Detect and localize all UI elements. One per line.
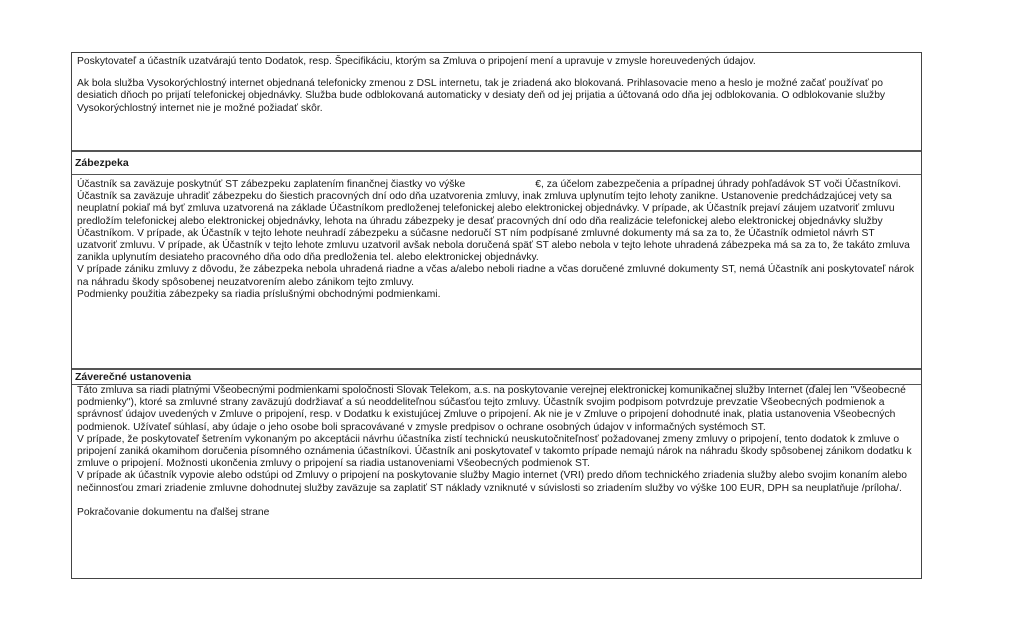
- zaverecne-paragraph-2: V prípade, že poskytovateľ šetrením vykonaným po akceptácii návrhu účastníka zistí technickú neuskutočniteľnosť požadovanej zmeny zmluvy o pripojení, tento dodatok k zmluve o pripojení zaniká okamihom doručenia písomného oznámenia účastníkovi. Účastník ani poskytovateľ v takomto prípade nemajú nárok na náhradu škody spôsobenej zánikom dodatku k zmluve o pripojení. Možnosti ukončenia zmluvy o pripojení sa riadia ustanoveniami Všeobecných podmienok ST.: [77, 433, 912, 470]
- zabezpeka-paragraph-2: Účastník sa zaväzuje uhradiť zábezpeku do šiestich pracovných dní odo dňa uzatvorenia zmluvy, inak zmluva uplynutím tejto lehoty zanikne. Ustanovenie predchádzajúcej vety sa neuplatní pokiaľ má byť zmluva uzatvorená na základe Účastníkom predloženej telefonickej alebo elektronickej objednávky. V prípade, ak Účastník prejaví záujem uzatvoriť zmluvu predložím telefonickej alebo elektronickej objednávky, lehota na úhradu zábezpeky je desať pracovných dní odo dňa realizácie telefonickej alebo elektronickej objednávky služby Účastníkom. V prípade, ak Účastník v tejto lehote neuhradí zábezpeku a súčasne nedoručí ST ním podpísané zmluvné dokumenty má sa za to, že Účastník odmietol návrh ST uzatvoriť zmluvu. V prípade, ak Účastník v tejto lehote zmluvu uzatvoril avšak nebola doručená späť ST alebo nebola v tejto lehote uhradená zábezpeka má sa za to, že takáto zmluva zanikla uplynutím desiateho pracovného dňa odo dňa predloženia tel. alebo elektronickej objednávky.: [77, 191, 910, 264]
- zabezpeka-amount-text: Účastník sa zaväzuje poskytnúť ST zábezpeku zaplatením finančnej čiastky vo výške: [77, 179, 466, 190]
- zabezpeka-heading: Zábezpeka: [72, 151, 921, 175]
- zaverecne-paragraph-3: V prípade ak účastník vypovie alebo odstúpi od Zmluvy o pripojení na poskytovanie služby Magio internet (VRI) predo dňom technického zriadenia služby alebo svojim konaním alebo nečinnosťou zmari zriadenie zmluvne dohodnutej služby zaväzuje sa zaplatiť ST náklady vzniknuté v súvislosti so zriadením služby vo výške 100 EUR, DPH sa neuplatňuje /príloha/.: [77, 470, 907, 494]
- document-frame: [71, 52, 922, 579]
- continuation-note: Pokračovanie dokumentu na ďalšej strane: [77, 506, 270, 518]
- zaverecne-heading: Záverečné ustanovenia: [72, 370, 921, 385]
- intro-section: [72, 53, 921, 151]
- intro-paragraph-2: Ak bola služba Vysokorýchlostný internet objednaná telefonicky zmenou z DSL internetu, tak je zriadená ako blokovaná. Prihlasovacie meno a heslo je možné začať používať po desiatich dňoch po prijatí telefonickej objednávky. Služba bude odblokovaná automaticky v desiaty deň od jej prijatia a účtovaná odo dňa jej odblokovania. O odblokovanie služby Vysokorýchlostný internet nie je možné požiadať skôr.: [77, 78, 886, 114]
- zabezpeka-paragraph-4: Podmienky použitia zábezpeky sa riadia príslušnými obchodnými podmienkami.: [77, 288, 441, 300]
- zabezpeka-section: [72, 175, 921, 369]
- zabezpeka-paragraph-3: V prípade zániku zmluvy z dôvodu, že zábezpeka nebola uhradená riadne a včas a/alebo neboli riadne a včas doručené zmluvné dokumenty ST, nemá Účastník ani poskytovateľ nárok na náhradu škody spôsobenej neuzatvorením alebo zánikom tejto zmluvy.: [77, 264, 914, 288]
- intro-paragraph-1: Poskytovateľ a účastník uzatvárajú tento Dodatok, resp. Špecifikáciu, ktorým sa Zmluva o pripojení mení a upravuje v zmysle horeuvedených údajov.: [77, 56, 756, 67]
- zabezpeka-purpose-text: €, za účelom zabezpečenia a prípadnej úhrady pohľadávok ST voči Účastníkovi.: [535, 179, 901, 190]
- zaverecne-section: [72, 369, 921, 580]
- zaverecne-paragraph-1: Táto zmluva sa riadi platnými Všeobecnými podmienkami spoločnosti Slovak Telekom, a.s. na poskytovanie verejnej elektronickej komunikačnej služby Internet (ďalej len "Všeobecné podmienky"), ktoré sa zmluvné strany zaväzujú dodržiavať a sú neoddeliteľnou súčasťou tejto zmluvy. Účastník svojim podpisom potvrdzuje prevzatie Všeobecných podmienok a správnosť údajov uvedených v Zmluve o pripojení, resp. v Dodatku k existujúcej Zmluve o pripojení. Ak nie je v Zmluve o pripojení dohodnuté inak, platia ustanovenia Všeobecných podmienok. Užívateľ súhlasí, aby údaje o jeho osobe boli spracovávané v zmysle predpisov o ochrane osobných údajov v informačných systémoch ST.: [77, 385, 906, 433]
- zabezpeka-amount-line: [72, 179, 921, 191]
